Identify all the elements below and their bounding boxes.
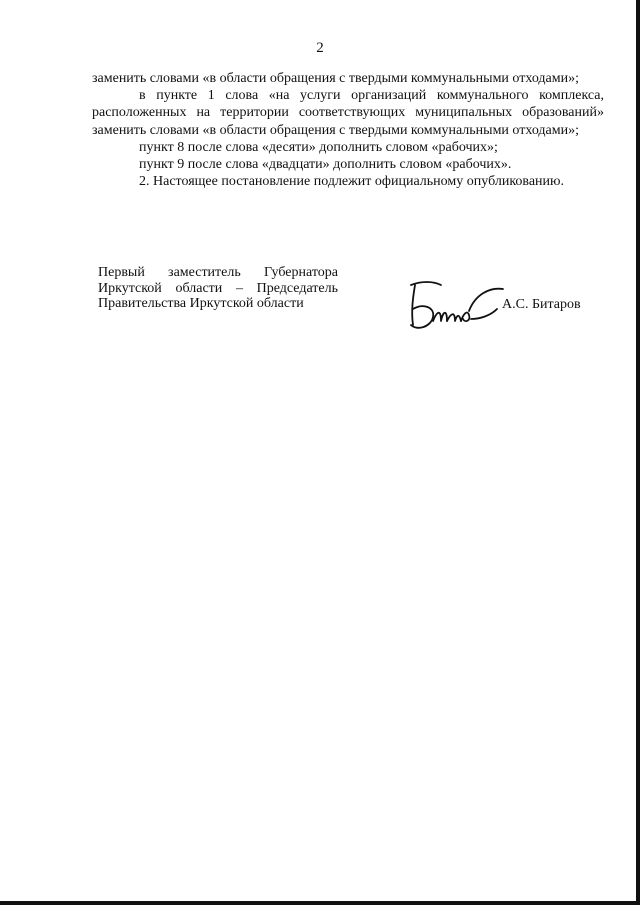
signer-name: А.С. Битаров xyxy=(502,297,581,312)
paragraph-replace-words: заменить словами «в области обращения с твердыми коммунальными отходами»; xyxy=(92,71,579,86)
signer-position-line: Первый заместитель Губернатора xyxy=(98,265,338,280)
signer-position-line: Правительства Иркутской области xyxy=(98,296,304,311)
signer-position-line: Иркутской области – Председатель xyxy=(98,280,338,296)
signature-block xyxy=(98,265,608,345)
page-edge-bottom xyxy=(0,901,640,905)
signer-position xyxy=(98,265,338,312)
paragraph-publication: 2. Настоящее постановление подлежит официальному опубликованию. xyxy=(139,174,564,190)
paragraph-item-8: пункт 8 после слова «десяти» дополнить словом «рабочих»; xyxy=(139,139,498,155)
paragraph-item-9: пункт 9 после слова «двадцати» дополнить словом «рабочих». xyxy=(139,157,512,173)
paragraph-item-1: в пункте 1 слова «на услуги организаций коммунального комплекса, расположенных на территории соответствующих муниципальных образований» заменить словами «в области обращения с твердыми коммунальными отходами»; xyxy=(92,88,604,138)
page-number: 2 xyxy=(316,40,324,56)
document-body xyxy=(92,70,604,190)
page-edge-right xyxy=(636,0,640,905)
handwritten-signature xyxy=(403,275,513,337)
